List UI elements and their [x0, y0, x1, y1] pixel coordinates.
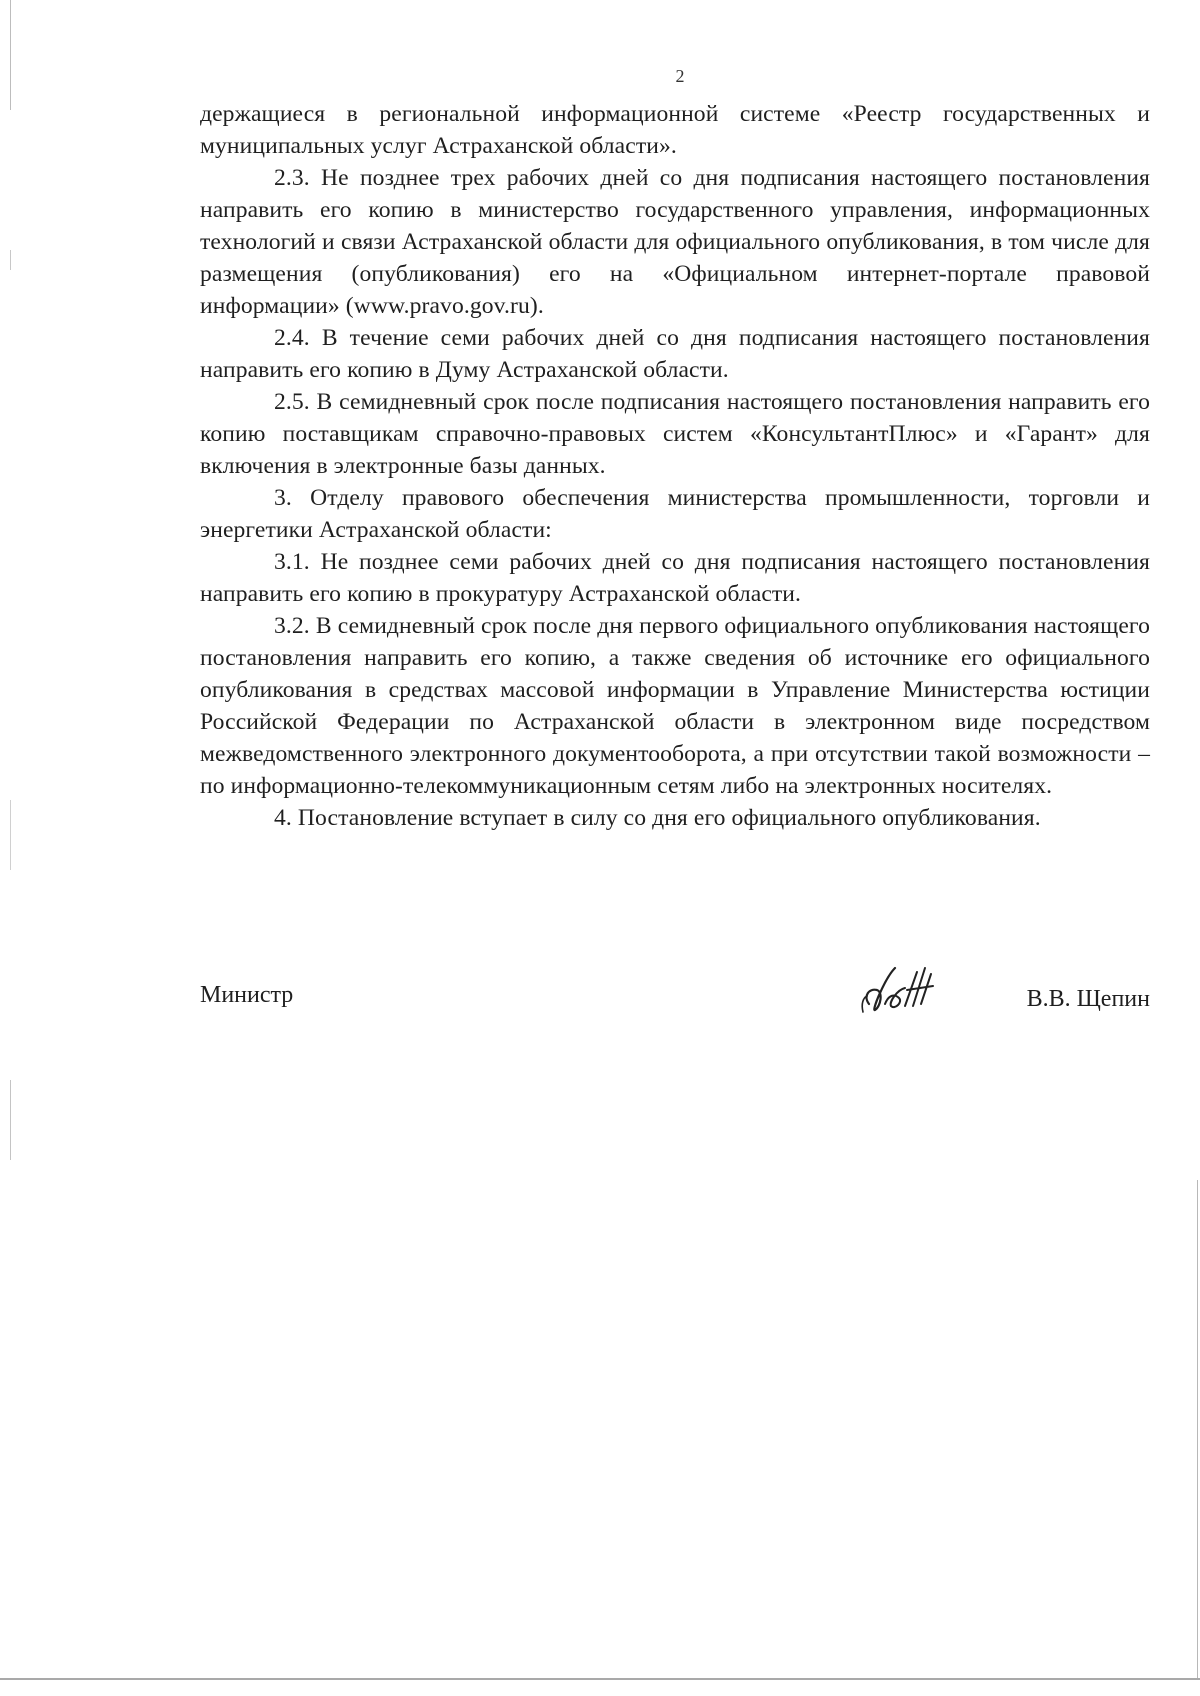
paragraph-continuation: держащиеся в региональной информационной системе «Реестр государственных и муниципальных услуг Астраханской области». [200, 101, 1150, 159]
page-number: 2 [675, 66, 685, 86]
paragraph-2-5: 2.5. В семидневный срок после подписания настоящего постановления направить его копию поставщикам справочно-правовых систем «КонсультантПлюс» и «Гарант» для включения в электронные базы данных. [200, 389, 1150, 479]
paragraph-2-3: 2.3. Не позднее трех рабочих дней со дня подписания настоящего постановления направить его копию в министерство государственного управления, информационных технологий и связи Астраханской области для официального опубликования, в том числе для размещения (опубликования) его на «Официальном интернет-портале правовой информации» (www.pravo.gov.ru). [200, 165, 1150, 319]
signer-position: Министр [200, 982, 294, 1008]
scan-edge-left [10, 0, 11, 1160]
scan-edge-right [1197, 1180, 1198, 1680]
paragraph-2-4: 2.4. В течение семи рабочих дней со дня подписания настоящего постановления направить его копию в Думу Астраханской области. [200, 325, 1150, 383]
signature-block [200, 960, 1150, 1020]
signer-name: В.В. Щепин [1026, 986, 1150, 1012]
paragraph-3: 3. Отделу правового обеспечения министерства промышленности, торговли и энергетики Астраханской области: [200, 485, 1150, 543]
handwritten-signature-icon [855, 960, 945, 1020]
paragraph-3-1: 3.1. Не позднее семи рабочих дней со дня подписания настоящего постановления направить его копию в прокуратуру Астраханской области. [200, 549, 1150, 607]
document-body [200, 98, 1150, 834]
scan-edge-bottom [0, 1678, 1200, 1680]
paragraph-3-2: 3.2. В семидневный срок после дня первого официального опубликования настоящего постановления направить его копию, а также сведения об источнике его официального опубликования в средствах массовой информации в Управление Министерства юстиции Российской Федерации по Астраханской области в электронном виде посредством межведомственного электронного документооборота, а при отсутствии такой возможности – по информационно-телекоммуникационным сетям либо на электронных носителях. [200, 613, 1150, 799]
paragraph-4: 4. Постановление вступает в силу со дня его официального опубликования. [274, 805, 1041, 831]
